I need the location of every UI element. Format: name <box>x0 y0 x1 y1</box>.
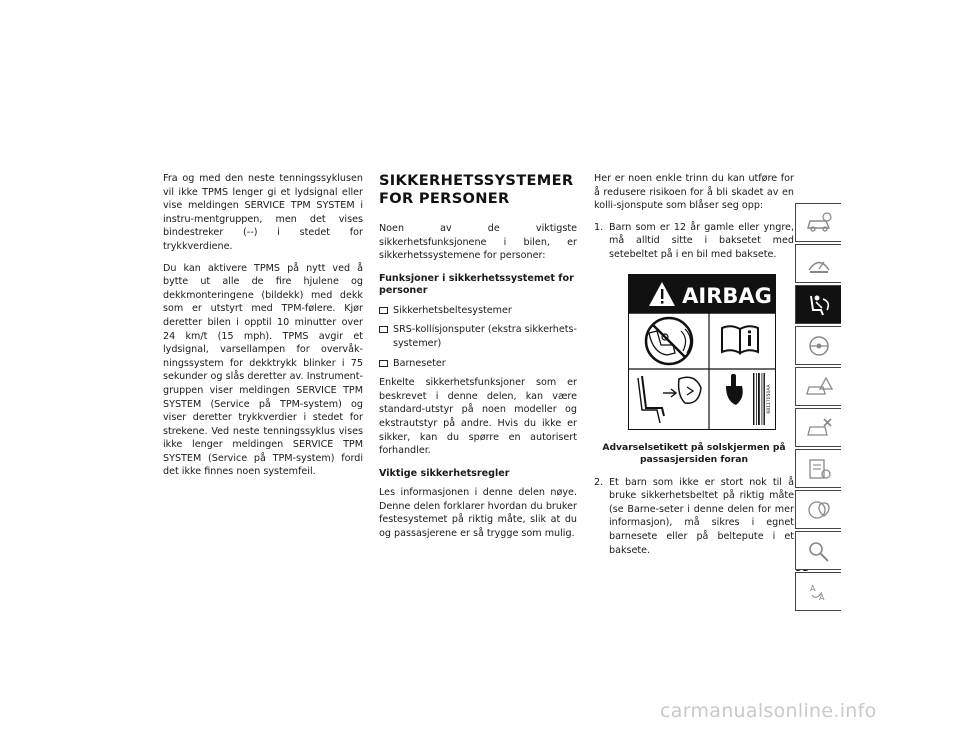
caption-line: Advarselsetikett på solskjermen på <box>602 441 786 453</box>
list-item <box>379 304 577 318</box>
seat-airbag-icon <box>638 376 701 423</box>
manual-book-icon <box>722 326 758 353</box>
svg-text:A: A <box>818 592 824 602</box>
paragraph: Her er noen enkle trinn du kan utføre for å redusere risikoen for å bli skadet av en kolli-sjonspute som blåser seg opp: <box>594 173 794 212</box>
watermark-text: carmanualsonline.info <box>660 700 877 722</box>
list-number: 2. <box>594 476 604 488</box>
barcode-icon <box>753 373 765 425</box>
no-child-seat-icon <box>646 318 692 364</box>
seat-airbag-icon[interactable] <box>795 285 841 324</box>
search-icon[interactable] <box>795 531 841 570</box>
settings-list-icon[interactable] <box>795 449 841 488</box>
ordered-list <box>594 221 794 262</box>
paragraph: Du kan aktivere TPMS på nytt ved å bytte ut alle de fire hjulene og dekkmonteringene (bildekk) med dekk som er utstyrt med TPM-følere. Kjør deretter bilen i opptil 10 minutter over 24 km/t (15 mph). TPMS avgir et lydsignal, varsellampen for overvåk-ningssystem for dekktrykk blinker i 75 sekunder og slås deretter av. Instrument-gruppen viser meldingen SERVICE TPM SYSTEM (Service på TPM-system) og viser deretter trykkverdier i stedet for strekene. Ved neste tenningssyklus vises ikke lenger meldingen SERVICE TPM SYSTEM (Service på TPM-system) fordi det ikke finnes noen systemfeil. <box>163 262 363 478</box>
car-service-icon[interactable] <box>795 408 841 447</box>
paragraph: Enkelte sikkerhetsfunksjoner som er beskrevet i denne delen, kan være standard-utstyr på noen modeller og ekstrautstyr på andre. Hvis du ikke er sikker, kan du spørre en autorisert forhandler. <box>379 377 577 457</box>
heading-line: SIKKERHETSSYSTEMER <box>379 172 574 189</box>
checkbox-bullet-icon <box>379 307 388 314</box>
ordered-list <box>594 476 794 558</box>
map-pin-icon[interactable] <box>795 490 841 529</box>
list-item <box>379 323 577 350</box>
car-info-icon[interactable] <box>795 203 841 242</box>
list-item-text: Sikkerhetsbeltesystemer <box>393 304 512 316</box>
list-item <box>594 476 794 558</box>
airbag-warning-label <box>628 274 776 430</box>
steering-wheel-icon[interactable] <box>795 326 841 365</box>
heading-line: FOR PERSONER <box>379 190 510 207</box>
checkbox-bullet-icon <box>379 360 388 367</box>
list-item-text: Barneseter <box>393 357 446 369</box>
figure-label-text: AIRBAG <box>682 283 772 308</box>
paragraph: Fra og med den neste tenningssyklusen vil ikke TPMS lenger gi et lydsignal eller vise meldingen SERVICE TPM SYSTEM i instru-mentgruppen, men det vises bindestreker (--) i stedet for trykkverdiene. <box>163 173 363 252</box>
column-middle <box>379 172 577 549</box>
section-heading <box>379 172 577 208</box>
list-number: 1. <box>594 221 604 233</box>
warning-car-icon[interactable] <box>795 367 841 406</box>
list-item-text: Barn som er 12 år gamle eller yngre, må alltid sitte i baksetet med setebeltet på i en bil med baksete. <box>609 221 794 260</box>
svg-text:A: A <box>809 583 815 593</box>
paragraph: Noen av de viktigste sikkerhetsfunksjonene i bilen, er sikkerhetssystemene for personer: <box>379 223 577 262</box>
dashboard-icon[interactable] <box>795 244 841 283</box>
raised-finger-icon <box>726 374 743 405</box>
figure-caption <box>594 442 794 466</box>
airbag-label-illustration <box>629 275 775 429</box>
checkbox-bullet-icon <box>379 326 388 333</box>
paragraph: Les informasjonen i denne delen nøye. Denne delen forklarer hvordan du bruker festesystemet på riktig måte, slik at du og passasjerene er så trygge som mulig. <box>379 487 577 539</box>
figure-code-text: 68117050AA <box>767 383 772 414</box>
chapter-tabs <box>795 203 841 613</box>
caption-line: passasjersiden foran <box>639 453 749 465</box>
list-item-text: Et barn som ikke er stort nok til å bruke sikkerhetsbeltet på riktig måte (se Barne-seter i denne delen for mer informasjon), må sikres i egnet barnesete eller på beltepute i et baksete. <box>609 476 794 556</box>
subheading: Viktige sikkerhetsregler <box>379 467 510 479</box>
language-icon[interactable] <box>795 572 841 611</box>
column-left <box>163 172 363 487</box>
list-item-text: SRS-kollisjonsputer (ekstra sikkerhets-systemer) <box>393 324 577 349</box>
list-item <box>379 357 577 371</box>
subheading: Funksjoner i sikkerhetssystemet for personer <box>379 272 574 297</box>
list-item <box>594 221 794 262</box>
column-right <box>594 172 794 565</box>
